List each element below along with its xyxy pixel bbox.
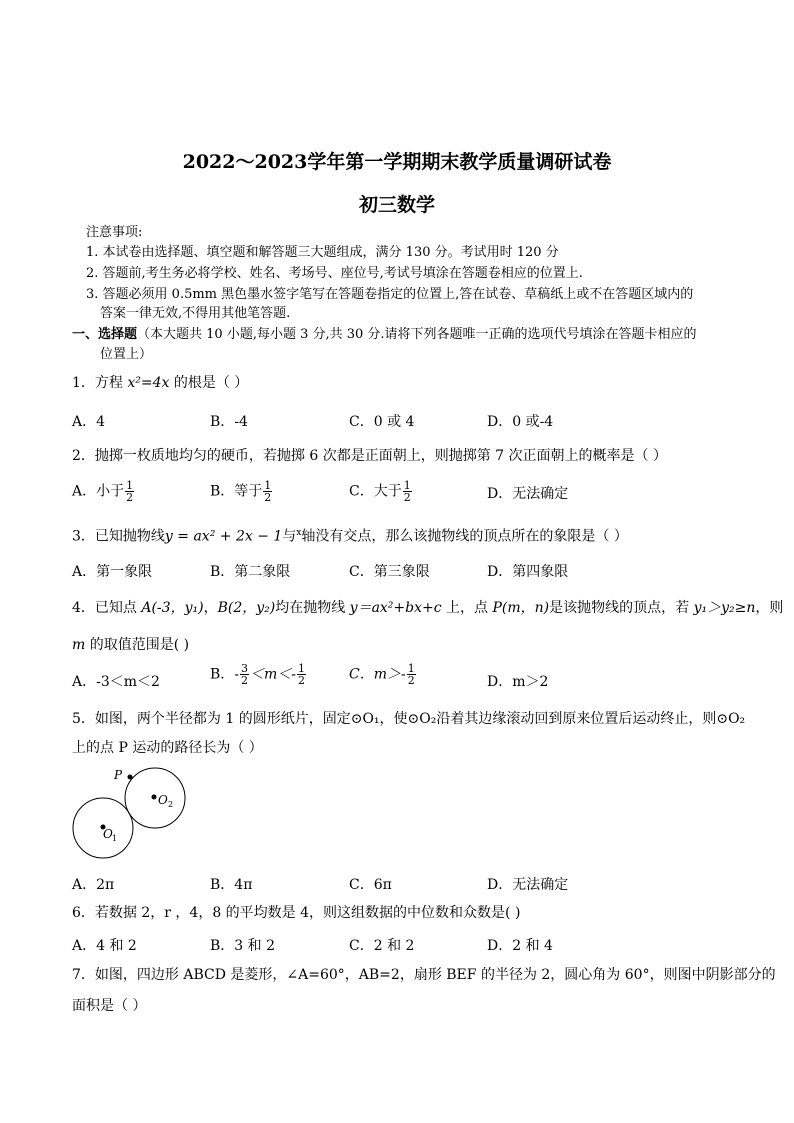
label-p: P xyxy=(114,768,123,782)
label-o2-sub: 2 xyxy=(168,800,174,809)
q5-option-d[interactable]: D．无法确定 xyxy=(487,877,569,893)
q1-option-d[interactable]: D．0 或-4 xyxy=(487,414,554,430)
label-o1-sub: 1 xyxy=(112,834,118,843)
question-7: 7．如图，四边形 ABCD 是菱形，∠A=60°，AB=2，扇形 BEF 的半径为 2，圆心角为 60°，则图中阴影部分的 xyxy=(72,967,776,983)
q2-option-a[interactable]: A．小于 $\frac{1}{2}$ xyxy=(72,479,134,504)
section-desc: 位置上） xyxy=(100,347,153,362)
q1-option-a[interactable]: A．4 xyxy=(72,414,106,430)
q3-option-b[interactable]: B．第二象限 xyxy=(210,564,291,580)
two-circles-figure xyxy=(66,760,196,864)
question-6: 6．若数据 2，r ，4，8 的平均数是 4，则这组数据的中位数和众数是( ) xyxy=(72,905,521,921)
q5-option-c[interactable]: C．6π xyxy=(349,877,392,893)
point-o2 xyxy=(152,795,157,800)
question-1: 1．方程 x²=4x 的根是（ ） xyxy=(72,375,249,391)
q6-option-c[interactable]: C．2 和 2 xyxy=(349,938,415,954)
q6-option-a[interactable]: A．4 和 2 xyxy=(72,938,137,954)
q3-option-a[interactable]: A．第一象限 xyxy=(72,564,153,580)
note-item: 1. 本试卷由选择题、填空题和解答题三大题组成，满分 130 分。考试用时 120 分 xyxy=(86,245,559,260)
question-4: 4．已知点 A(-3，y₁)，B(2，y₂)均在抛物线 y＝ax²+bx+c 上，点 P(m，n)是该抛物线的顶点，若 y₁＞y₂≥n，则 xyxy=(72,600,784,616)
page-subtitle: 初三数学 xyxy=(358,194,435,216)
question-5: 5．如图，两个半径都为 1 的圆形纸片，固定⊙O₁，使⊙O₂沿着其边缘滚动回到原来位置后运动终止，则⊙O₂ xyxy=(72,711,746,727)
question-2: 2．抛掷一枚质地均匀的硬币，若抛掷 6 次都是正面朝上，则抛掷第 7 次正面朝上的概率是（ ） xyxy=(72,448,667,464)
q5-option-a[interactable]: A．2π xyxy=(72,877,115,893)
q2-option-c[interactable]: C．大于 $\frac{1}{2}$ xyxy=(349,479,411,504)
q2-option-d[interactable]: D．无法确定 xyxy=(487,486,569,502)
label-o2: O xyxy=(158,793,168,807)
q6-option-d[interactable]: D．2 和 4 xyxy=(487,938,553,954)
q1-option-b[interactable]: B．-4 xyxy=(210,414,248,430)
point-p xyxy=(128,775,133,780)
q4-option-b[interactable]: B．- $\frac{3}{2}$ ＜m＜- $\frac{1}{2}$ xyxy=(210,662,306,687)
question-3: 3．已知抛物线y = ax² + 2x − 1与$^x$轴没有交点，那么该抛物线的顶点所在的象限是（ ） xyxy=(72,528,628,545)
question-7-line2: 面积是（ ） xyxy=(72,998,147,1014)
note-item: 答案一律无效,不得用其他笔答题. xyxy=(100,306,291,321)
page-title: 2022～2023学年第一学期期末教学质量调研试卷 xyxy=(182,151,612,173)
q3-option-c[interactable]: C．第三象限 xyxy=(349,564,430,580)
q5-option-b[interactable]: B．4π xyxy=(210,877,253,893)
q3-option-d[interactable]: D．第四象限 xyxy=(487,564,569,580)
question-4-line2: m 的取值范围是( ) xyxy=(72,637,190,653)
q4-option-c[interactable]: C．m＞- $\frac{1}{2}$ xyxy=(349,662,415,687)
label-o1: O xyxy=(103,827,113,841)
q4-option-d[interactable]: D．m＞2 xyxy=(487,674,549,690)
note-item: 3. 答题必须用 0.5mm 黑色墨水签字笔写在答题卷指定的位置上,答在试卷、草稿纸上或不在答题区域内的 xyxy=(86,287,694,302)
question-5-line2: 上的点 P 运动的路径长为（ ） xyxy=(72,740,263,756)
q6-option-b[interactable]: B．3 和 2 xyxy=(210,938,276,954)
q2-option-b[interactable]: B．等于 $\frac{1}{2}$ xyxy=(210,479,272,504)
q1-option-c[interactable]: C．0 或 4 xyxy=(349,414,415,430)
q4-option-a[interactable]: A．-3＜m＜2 xyxy=(72,674,160,690)
note-item: 2. 答题前,考生务必将学校、姓名、考场号、座位号,考试号填涂在答题卷相应的位置上. xyxy=(86,266,583,281)
section-heading: 一、选择题（本大题共 10 小题,每小题 3 分,共 30 分.请将下列各题唯一正确的选项代号填涂在答题卡相应的 xyxy=(72,327,697,342)
notes-heading: 注意事项: xyxy=(86,225,143,240)
